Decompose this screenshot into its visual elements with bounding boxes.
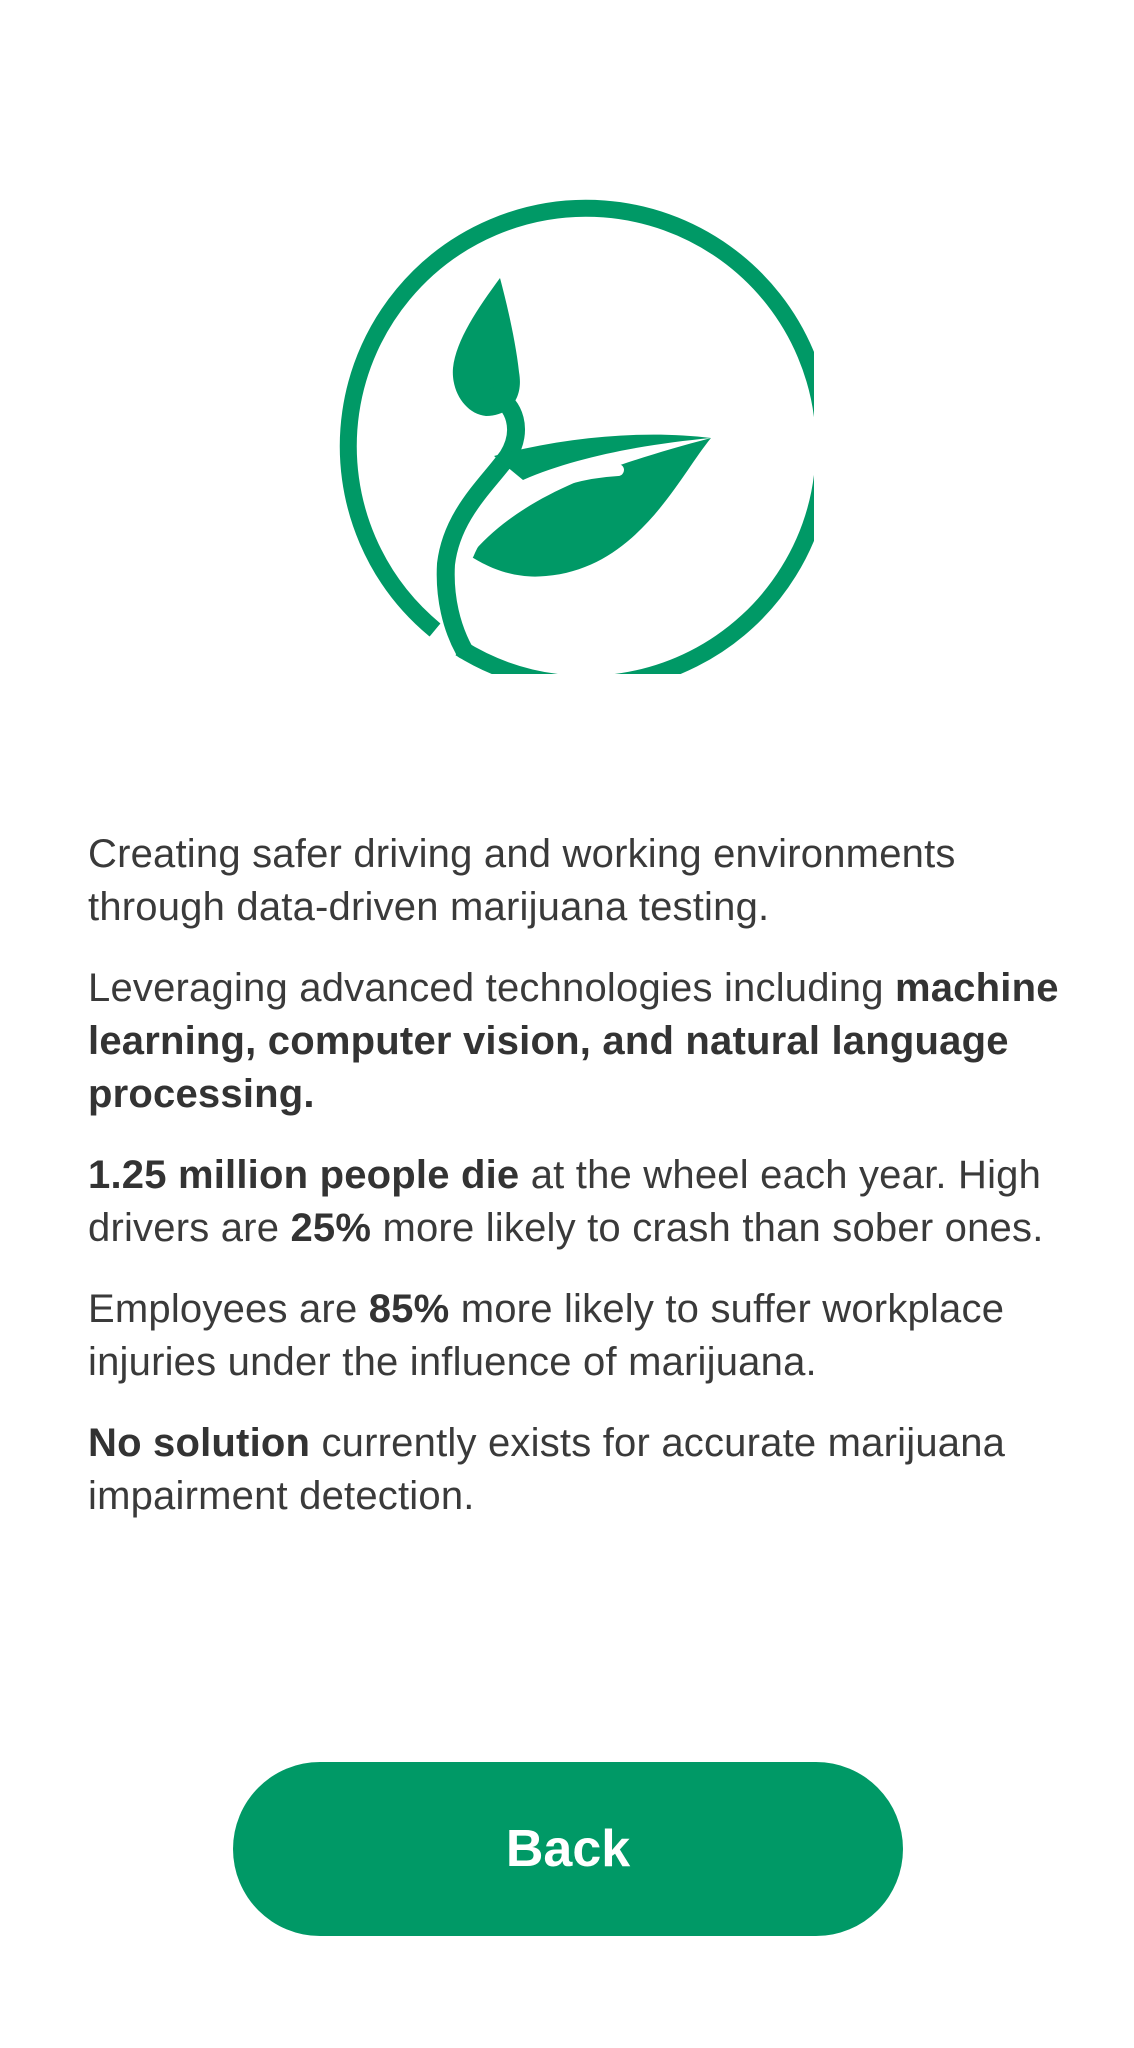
paragraph-mission: Creating safer driving and working environments through data-driven marijuana testing. (88, 832, 956, 929)
paragraph-no-solution: No solution currently exists for accurate marijuana impairment detection. (88, 1421, 1006, 1518)
paragraph-workplace-stats: Employees are 85% more likely to suffer workplace injuries under the influence of marijuana. (88, 1287, 1005, 1384)
back-button[interactable]: Back (233, 1762, 903, 1936)
paragraph-technologies: Leveraging advanced technologies including machine learning, computer vision, and natural language processing. (88, 966, 1059, 1116)
paragraph-driving-stats: 1.25 million people die at the wheel each year. High drivers are 25% more likely to crash than sober ones. (88, 1153, 1044, 1250)
intro-text (88, 828, 1068, 1551)
sprout-leaf-icon (318, 178, 814, 674)
